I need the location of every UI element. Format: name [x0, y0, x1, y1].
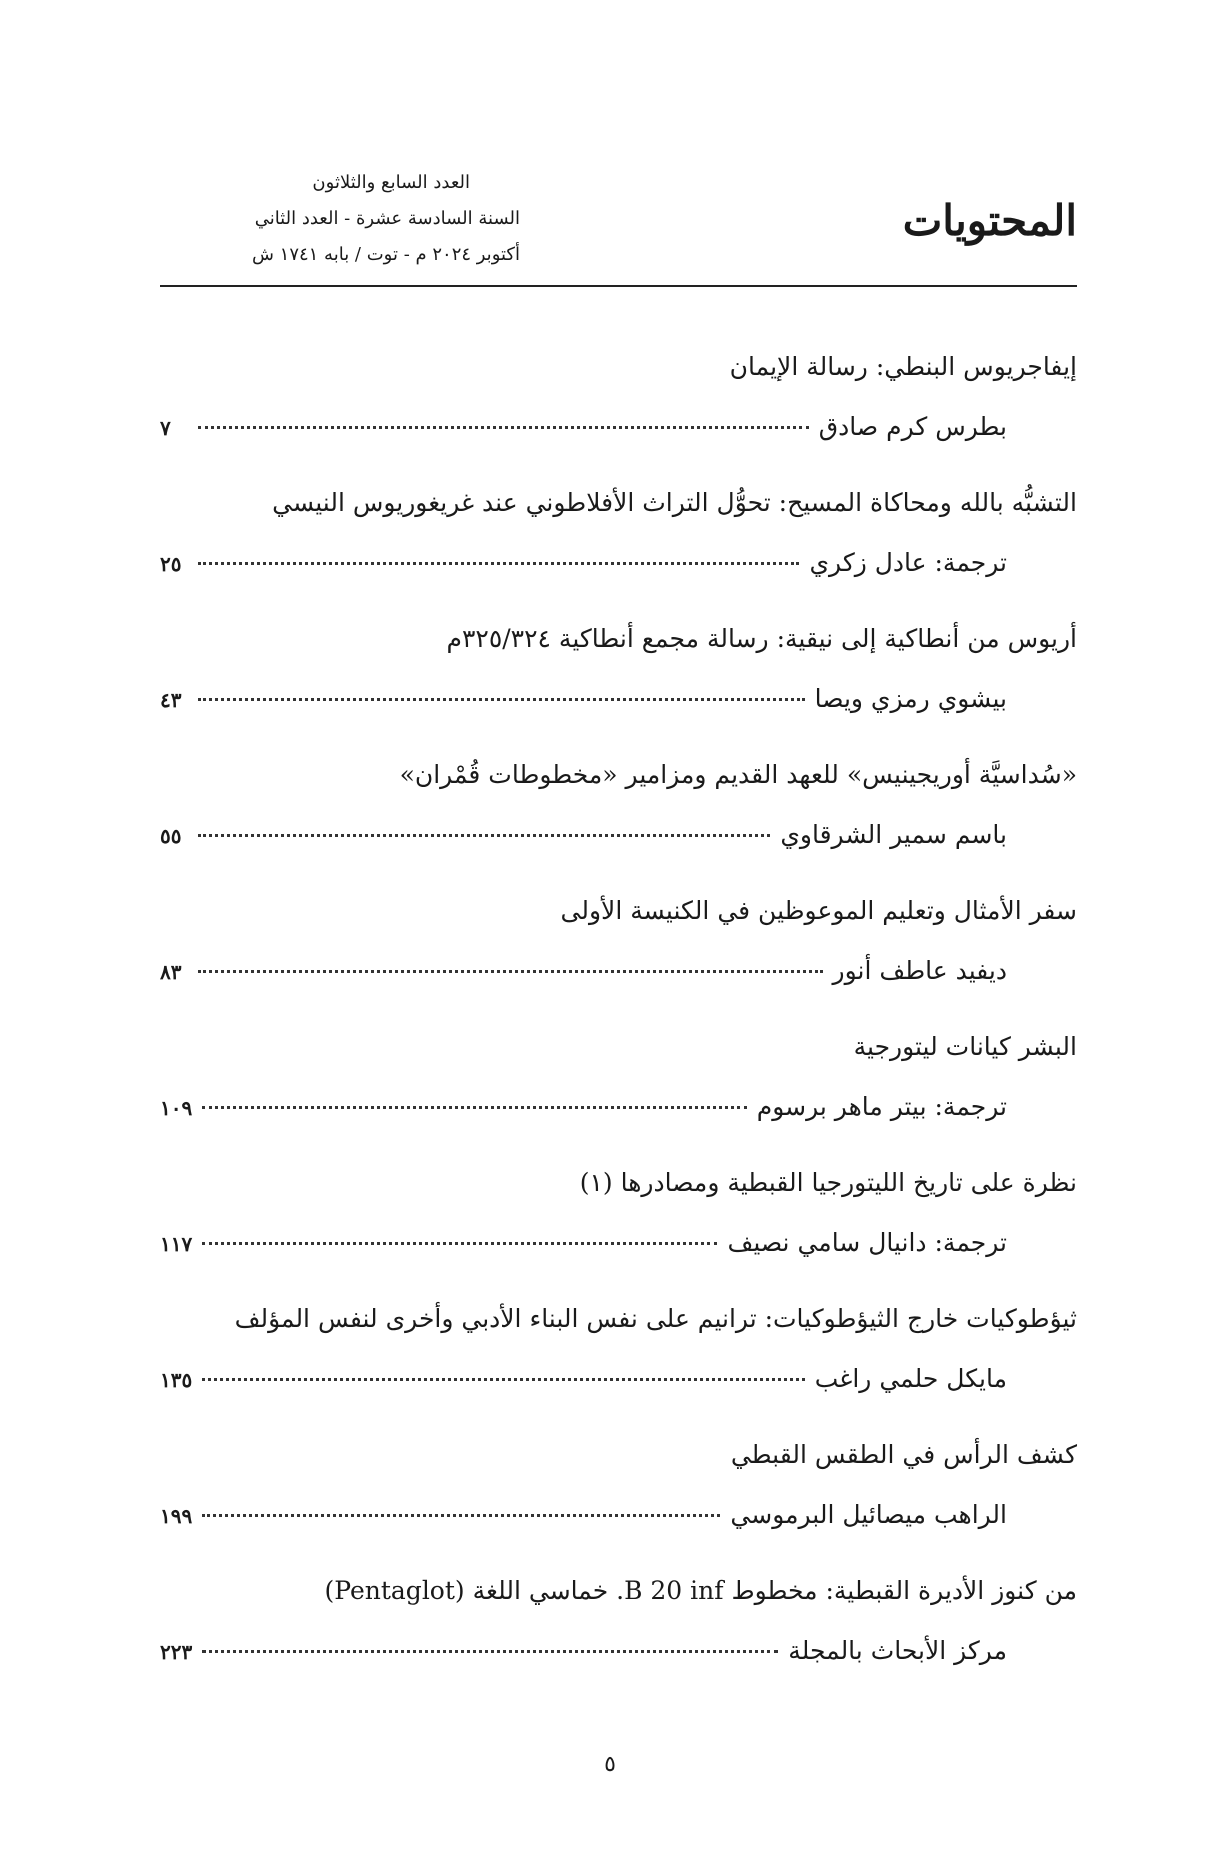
- dot-leader: [198, 425, 809, 429]
- dot-leader: [202, 1649, 778, 1653]
- toc-entry-author: مايكل حلمي راغب: [814, 1364, 1007, 1393]
- toc-entry-author: ترجمة: دانيال سامي نصيف: [727, 1228, 1007, 1257]
- dot-leader: [198, 697, 805, 701]
- table-of-contents: [160, 345, 1077, 1705]
- toc-entry-author: الراهب ميصائيل البرموسي: [730, 1500, 1007, 1529]
- issue-year: السنة السادسة عشرة - العدد الثاني: [254, 208, 520, 229]
- dot-leader: [202, 1377, 805, 1381]
- toc-entry-title: سفر الأمثال وتعليم الموعوظين في الكنيسة الأولى: [560, 896, 1077, 925]
- toc-entry-title: إيفاجريوس البنطي: رسالة الإيمان: [729, 352, 1077, 381]
- toc-entry[interactable]: [160, 1297, 1077, 1433]
- toc-entry-author: ديفيد عاطف أنور: [832, 956, 1007, 985]
- toc-entry[interactable]: [160, 481, 1077, 617]
- dot-leader: [198, 833, 770, 837]
- toc-entry-author: بيشوي رمزي ويصا: [814, 684, 1007, 713]
- toc-entry-author: ترجمة: عادل زكري: [809, 548, 1007, 577]
- dot-leader: [202, 1241, 717, 1245]
- toc-entry[interactable]: [160, 345, 1077, 481]
- toc-entry-title: أريوس من أنطاكية إلى نيقية: رسالة مجمع أنطاكية ٣٢٥/٣٢٤م: [446, 624, 1077, 653]
- toc-entry-page: ١٣٥: [160, 1368, 193, 1392]
- toc-entry-title: التشبُّه بالله ومحاكاة المسيح: تحوُّل التراث الأفلاطوني عند غريغوريوس النيسي: [272, 488, 1077, 517]
- toc-entry-page: ٢٥: [160, 552, 182, 576]
- page-title: المحتويات: [902, 196, 1077, 245]
- toc-entry-page: ١٩٩: [160, 1504, 193, 1528]
- toc-entry[interactable]: [160, 753, 1077, 889]
- toc-entry-page: ١٠٩: [160, 1096, 193, 1120]
- toc-entry-page: ٤٣: [160, 688, 182, 712]
- toc-entry-page: ٨٣: [160, 960, 182, 984]
- toc-entry-author: بطرس كرم صادق: [818, 412, 1007, 441]
- toc-entry-title: نظرة على تاريخ الليتورجيا القبطية ومصادرها (١): [579, 1168, 1077, 1197]
- toc-entry[interactable]: [160, 1569, 1077, 1705]
- toc-entry[interactable]: [160, 1025, 1077, 1161]
- toc-entry-title: من كنوز الأديرة القبطية: مخطوط B 20 inf. خماسي اللغة (Pentaglot): [324, 1576, 1077, 1605]
- toc-entry-page: ٢٢٣: [160, 1640, 193, 1664]
- issue-info: [160, 165, 520, 273]
- toc-entry-title: «سُداسيَّة أوريجينيس» للعهد القديم ومزامير «مخطوطات قُمْران»: [399, 760, 1077, 789]
- toc-entry-page: ٥٥: [160, 824, 182, 848]
- dot-leader: [198, 561, 799, 565]
- toc-entry-page: ٧: [160, 416, 171, 440]
- dot-leader: [202, 1513, 720, 1517]
- toc-entry-title: ثيؤطوكيات خارج الثيؤطوكيات: ترانيم على نفس البناء الأدبي وأخرى لنفس المؤلف: [234, 1304, 1077, 1333]
- toc-entry[interactable]: [160, 617, 1077, 753]
- dot-leader: [198, 969, 823, 973]
- page-number: ٥: [604, 1752, 616, 1777]
- page-header: [160, 165, 1077, 287]
- issue-date: أكتوبر ٢٠٢٤ م - توت / بابه ١٧٤١ ش: [251, 244, 520, 265]
- toc-entry-title: كشف الرأس في الطقس القبطي: [730, 1440, 1077, 1469]
- dot-leader: [202, 1105, 747, 1109]
- toc-entry-author: باسم سمير الشرقاوي: [780, 820, 1007, 849]
- toc-entry-author: مركز الأبحاث بالمجلة: [788, 1636, 1007, 1665]
- toc-entry[interactable]: [160, 1433, 1077, 1569]
- toc-entry-title: البشر كيانات ليتورجية: [853, 1032, 1077, 1061]
- toc-entry-page: ١١٧: [160, 1232, 193, 1256]
- toc-entry-author: ترجمة: بيتر ماهر برسوم: [756, 1092, 1007, 1121]
- toc-entry[interactable]: [160, 889, 1077, 1025]
- issue-number: العدد السابع والثلاثون: [312, 172, 470, 193]
- toc-entry[interactable]: [160, 1161, 1077, 1297]
